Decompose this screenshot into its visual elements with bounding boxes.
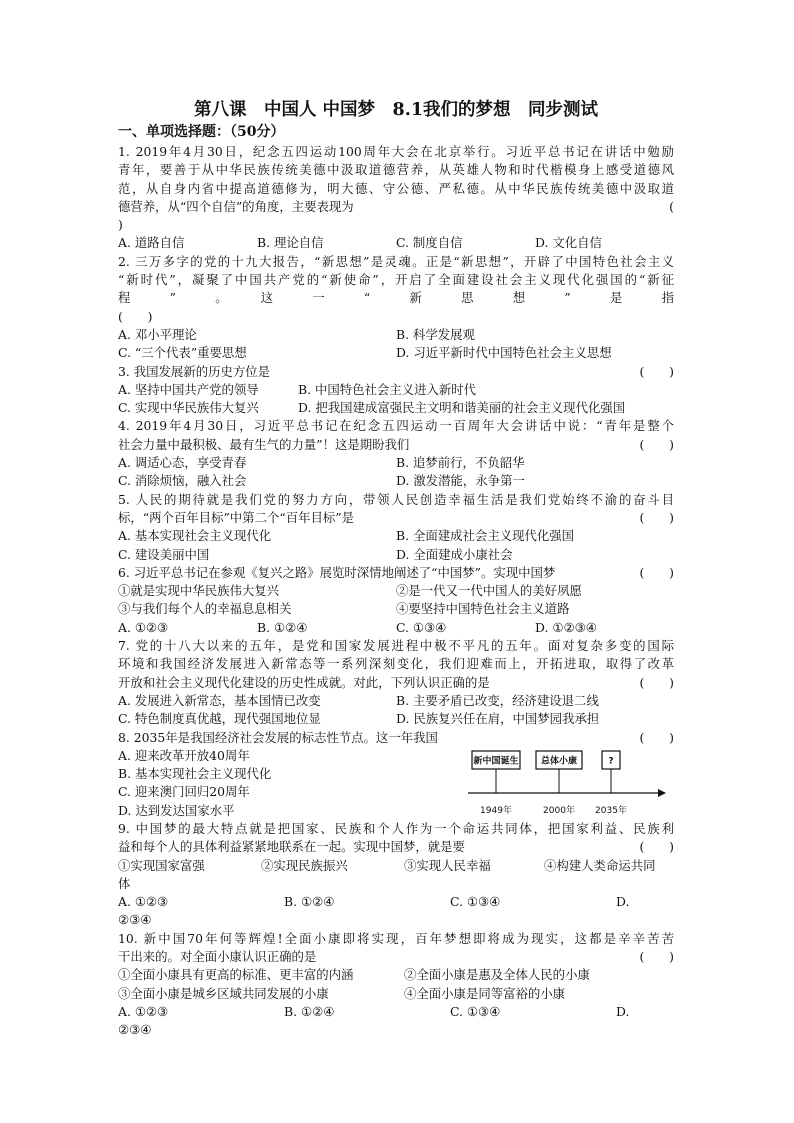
timeline-arrow-icon — [658, 789, 666, 797]
answer-bracket: ( ) — [639, 949, 674, 965]
question-9 — [118, 820, 674, 930]
statement-2: ②实现民族振兴 — [261, 857, 348, 873]
answer-bracket-close: ) — [118, 217, 123, 233]
document — [118, 98, 674, 1040]
timeline-box-label: 总体小康 — [540, 756, 578, 767]
option-c[interactable]: C. ①③④ — [396, 619, 447, 635]
option-b[interactable]: B. ①②④ — [284, 894, 335, 910]
question-text: 8. 2035年是我国经济社会发展的标志性节点。这一年我国 ( ) — [118, 729, 674, 747]
option-d[interactable]: D. 文化自信 — [535, 235, 602, 251]
statements-row — [118, 582, 674, 600]
timeline-year: 2000年 — [543, 805, 575, 816]
answer-bracket: ( ) — [639, 674, 674, 690]
statement-3: ③与我们每个人的幸福息息相关 — [118, 601, 292, 617]
option-b[interactable]: B. 全面建成社会主义现代化强国 — [396, 528, 575, 544]
option-c[interactable]: C. ①③④ — [450, 1003, 501, 1019]
timeline-box-label: ? — [608, 756, 614, 767]
section-heading: 一、单项选择题：（50分） — [118, 124, 285, 140]
answer-bracket: ( ) — [639, 436, 674, 452]
answer-bracket: ( ) — [639, 509, 674, 525]
option-d-continued: ②③④ — [118, 1022, 152, 1038]
option-d[interactable]: D. 激发潜能，永争第一 — [396, 473, 525, 489]
option-b[interactable]: B. 基本实现社会主义现代化 — [118, 766, 272, 782]
option-a[interactable]: A. 道路自信 — [118, 235, 185, 251]
question-text: 益和每个人的具体利益紧紧地联系在一起。实现中国梦，就是要 ( ) — [118, 838, 674, 856]
option-d[interactable]: D. 民族复兴任在肩，中国梦园我承担 — [396, 711, 600, 727]
options-row — [118, 710, 674, 728]
question-text: 青年，要善于从中华民族传统美德中汲取道德营养，从英雄人物和时代楷模身上感受道德风 — [118, 162, 674, 178]
option-b[interactable]: B. 主要矛盾已改变，经济建设退二线 — [396, 692, 599, 708]
option-c[interactable]: C. 特色制度真优越，现代强国地位显 — [118, 711, 321, 727]
answer-bracket: ( ) — [118, 308, 153, 324]
answer-bracket-open: ( — [669, 198, 674, 214]
statement-2: ②全面小康是惠及全体人民的小康 — [404, 967, 590, 983]
option-b[interactable]: B. ①②④ — [284, 1003, 335, 1019]
question-text: 10. 新中国70年何等辉煌!全面小康即将实现，百年梦想即将成为现实，这都是辛辛苦苦 — [118, 930, 674, 946]
answer-bracket: ( ) — [639, 839, 674, 855]
option-a[interactable]: A. ①②③ — [118, 619, 169, 635]
question-text: 1. 2019年4月30日，纪念五四运动100周年大会在北京举行。习近平总书记在讲话中勉励 — [118, 144, 674, 159]
question-text: 7. 党的十八大以来的五年，是党和国家发展进程中极不平凡的五年。面对复杂多变的国际 — [118, 638, 674, 654]
options-row — [118, 344, 674, 362]
option-d[interactable]: D. 全面建成小康社会 — [396, 546, 513, 562]
timeline-year: 2035年 — [595, 805, 627, 816]
timeline-figure — [468, 747, 668, 821]
question-10 — [118, 930, 674, 1040]
question-3 — [118, 363, 674, 418]
option-d[interactable]: D. — [616, 894, 630, 910]
options-row — [118, 454, 674, 472]
question-text: 德营养，从“四个自信”的角度，主要表现为 ( — [118, 198, 674, 216]
statement-4: ④要坚持中国特色社会主义道路 — [396, 601, 570, 617]
options-row — [118, 1003, 674, 1021]
question-text: 环境和我国经济发展进入新常态等一系列深刻变化，我们迎难而上，开拓进取，取得了改革 — [118, 656, 674, 672]
question-7 — [118, 637, 674, 728]
answer-bracket: ( ) — [639, 729, 674, 745]
statements-row — [118, 600, 674, 618]
option-a[interactable]: A. 基本实现社会主义现代化 — [118, 528, 272, 544]
question-text: 6. 习近平总书记在参观《复兴之路》展览时深情地阐述了“中国梦”。实现中国梦 ( ) — [118, 564, 674, 582]
timeline-box-label: 新中国诞生 — [473, 756, 519, 767]
option-a[interactable]: A. ①②③ — [118, 1003, 169, 1019]
question-text: 干出来的。对全面小康认识正确的是 ( ) — [118, 948, 674, 966]
statements-row — [118, 966, 674, 984]
option-d[interactable]: D. — [616, 1003, 630, 1019]
option-d[interactable]: D. ①②③④ — [535, 619, 597, 635]
option-b[interactable]: B. ①②④ — [257, 619, 308, 635]
question-text: 5. 人民的期待就是我们党的努力方向，带领人民创造幸福生活是我们党始终不渝的奋斗目 — [118, 491, 674, 507]
option-a[interactable]: A. ①②③ — [118, 894, 169, 910]
question-text: 社会力量中最积极、最有生气的力量”！这是期盼我们 ( ) — [118, 436, 674, 454]
option-d[interactable]: D. 达到发达国家水平 — [118, 802, 235, 818]
option-c[interactable]: C. 建设美丽中国 — [118, 546, 210, 562]
option-d[interactable]: D. 把我国建成富强民主文明和谐美丽的社会主义现代化强国 — [298, 400, 626, 416]
page-title: 第八课 中国人 中国梦 8.1我们的梦想 同步测试 — [193, 100, 599, 120]
option-c[interactable]: C. 迎来澳门回归20周年 — [118, 784, 250, 800]
statement-4-continued: 体 — [118, 875, 131, 891]
question-text: 程 ” 。 这 一 “ 新 思 想 ” 是 指 — [118, 290, 674, 306]
question-text: “新时代”，凝聚了中国共产党的“新使命”，开启了全面建设社会主义现代化强国的“新征 — [118, 272, 674, 288]
option-b[interactable]: B. 中国特色社会主义进入新时代 — [298, 381, 477, 397]
options-row — [118, 472, 674, 490]
question-text: 标，“两个百年目标”中第二个“百年目标”是 ( ) — [118, 509, 674, 527]
option-d[interactable]: D. 习近平新时代中国特色社会主义思想 — [396, 345, 612, 361]
statement-4: ④全面小康是同等富裕的小康 — [404, 985, 566, 1001]
options-row — [118, 546, 674, 564]
statement-1: ①实现国家富强 — [118, 857, 205, 873]
options-row — [118, 381, 674, 399]
question-1 — [118, 143, 674, 253]
option-c[interactable]: C. ①③④ — [450, 894, 501, 910]
question-text: 4. 2019年4月30日，习近平总书记在纪念五四运动一百周年大会讲话中说：“青年是整个 — [118, 418, 674, 434]
option-a[interactable]: A. 坚持中国共产党的领导 — [118, 381, 259, 397]
question-text: 3. 我国发展新的历史方位是 ( ) — [118, 363, 674, 381]
question-text: 2. 三万多字的党的十九大报告，“新思想”是灵魂。正是“新思想”，开辟了中国特色社会主义 — [118, 253, 674, 269]
statements-row — [118, 857, 674, 875]
statement-1: ①全面小康具有更高的标准、更丰富的内涵 — [118, 967, 354, 983]
statement-2: ②是一代又一代中国人的美好夙愿 — [396, 583, 582, 599]
option-a[interactable]: A. 发展进入新常态，基本国情已改变 — [118, 692, 321, 708]
question-text: 开放和社会主义现代化建设的历史性成就。对此，下列认识正确的是 ( ) — [118, 674, 674, 692]
question-2 — [118, 253, 674, 363]
options-row — [118, 326, 674, 344]
option-a[interactable]: A. 邓小平理论 — [118, 326, 197, 342]
question-4 — [118, 417, 674, 490]
option-d-continued: ②③④ — [118, 912, 152, 928]
statement-3: ③实现人民幸福 — [404, 857, 491, 873]
option-c[interactable]: C. 制度自信 — [396, 235, 463, 251]
option-b[interactable]: B. 追梦前行，不负韶华 — [396, 455, 525, 471]
answer-bracket: ( ) — [639, 363, 674, 379]
options-row — [118, 692, 674, 710]
option-a[interactable]: A. 调适心态，享受青春 — [118, 455, 247, 471]
question-6 — [118, 564, 674, 637]
question-8 — [118, 729, 674, 820]
options-row — [118, 234, 674, 252]
options-row — [118, 893, 674, 911]
timeline-year: 1949年 — [480, 805, 512, 816]
option-b[interactable]: B. 科学发展观 — [396, 326, 475, 342]
question-text: 范，从自身内省中提高道德修为，明大德、守公德、严私德。从中华民族传统美德中汲取道 — [118, 180, 674, 196]
options-row — [118, 399, 674, 417]
option-c[interactable]: C. “三个代表”重要思想 — [118, 345, 247, 361]
question-text: 9. 中国梦的最大特点就是把国家、民族和个人作为一个命运共同体，把国家利益、民族利 — [118, 820, 674, 836]
options-row — [118, 619, 674, 637]
options-row — [118, 527, 674, 545]
statements-row — [118, 985, 674, 1003]
option-b[interactable]: B. 理论自信 — [257, 235, 324, 251]
option-c[interactable]: C. 实现中华民族伟大复兴 — [118, 400, 259, 416]
option-a[interactable]: A. 迎来改革开放40周年 — [118, 747, 250, 763]
statement-4: ④构建人类命运共同 — [544, 857, 656, 873]
question-5 — [118, 491, 674, 564]
statement-1: ①就是实现中华民族伟大复兴 — [118, 583, 280, 599]
statement-3: ③全面小康是城乡区域共同发展的小康 — [118, 985, 329, 1001]
option-c[interactable]: C. 消除烦恼，融入社会 — [118, 473, 247, 489]
answer-bracket: ( ) — [639, 564, 674, 580]
